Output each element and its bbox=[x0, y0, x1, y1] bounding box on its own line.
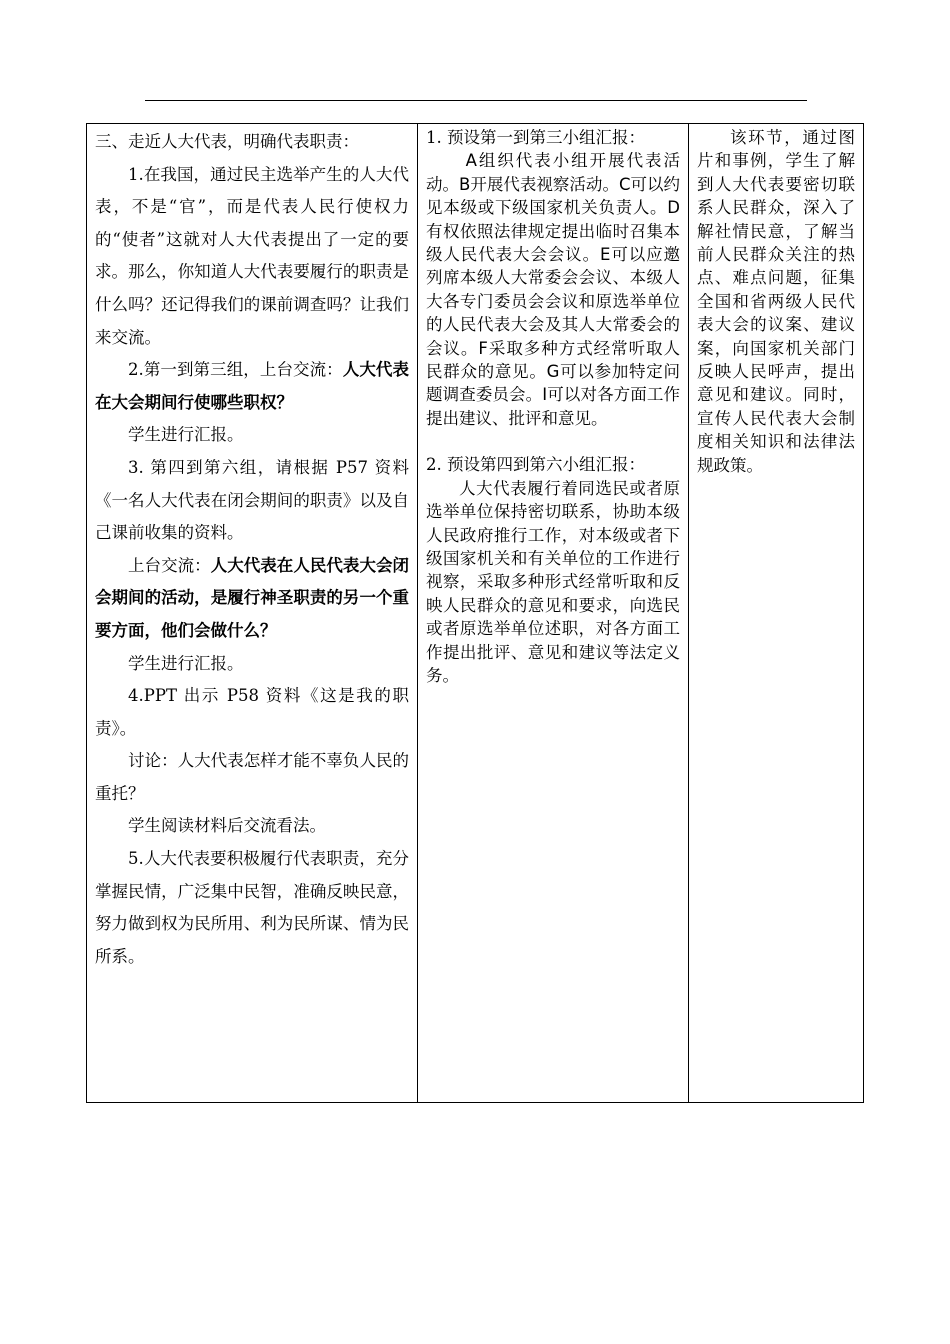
teaching-activity-cell bbox=[87, 124, 418, 1103]
paragraph-2 bbox=[95, 354, 409, 419]
item-letter: D bbox=[667, 198, 680, 218]
item-text: 可以约见本级或下级国家机关负责人。 bbox=[426, 174, 681, 218]
item-text: 开展代表视察活动。 bbox=[470, 174, 619, 194]
paragraph-4: 3. 第四到第六组，请根据 P57 资料《一名人大代表在闭会期间的职责》以及自己课前收集的资料。 bbox=[95, 457, 409, 543]
item-letter: I bbox=[542, 385, 548, 405]
preset-paragraph-2: 人大代表履行着同选民或者原选举单位保持密切联系，协助本级人民政府推行工作，对本级或者下级国家机关和有关单位的工作进行视察，采取多种形式经常听取和反映人民群众的意见和要求，向选民或者原选举单位述职，对各方面工作提出批评、意见和建议等法定义务。 bbox=[426, 478, 680, 685]
design-intent-cell bbox=[689, 124, 864, 1103]
item-letter: C bbox=[618, 174, 631, 194]
paragraph-1: 1.在我国，通过民主选举产生的人大代表，不是“官”，而是代表人民行使权力的“使者”这就对人大代表提出了一定的要求。那么，你知道人大代表要履行的职责是什么吗？还记得我们的课前调查吗？让我们来交流。 bbox=[95, 164, 409, 347]
paragraph-7: 4.PPT 出示 P58 资料《这是我的职责》。 bbox=[95, 686, 409, 738]
paragraph-10: 5.人大代表要积极履行代表职责，充分掌握民情，广泛集中民智，准确反映民意，努力做到权为民所用、利为民所谋、情为民所系。 bbox=[95, 849, 409, 966]
item-text: 可以参加特定问题调查委员会。 bbox=[426, 362, 681, 405]
preset-heading-2: 2. 预设第四到第六小组汇报： bbox=[426, 455, 645, 475]
paragraph-5-question: 人大代表在人民代表大会闭会期间的活动，是履行神圣职责的另一个重要方面，他们会做什么？ bbox=[95, 555, 409, 640]
item-letter: F bbox=[478, 338, 488, 358]
paragraph-3: 学生进行汇报。 bbox=[128, 425, 244, 445]
paragraph-8: 讨论：人大代表怎样才能不辜负人民的重托？ bbox=[95, 751, 409, 803]
header-rule bbox=[145, 100, 807, 101]
item-text: 采取多种方式经常听取人民群众的意见。 bbox=[426, 338, 681, 382]
section-heading: 三、走近人大代表，明确代表职责： bbox=[95, 132, 359, 151]
item-text: 有权依照法律规定提出临时召集本级人民代表大会会议。 bbox=[426, 221, 680, 265]
preset-heading-1: 1. 预设第一到第三小组汇报： bbox=[426, 128, 645, 147]
item-text: 可以应邀列席本级人大常委会会议、本级人大各专门委员会会议和原选举单位的人民代表大会及其人大常委会的会议。 bbox=[426, 245, 681, 358]
lesson-plan-table bbox=[86, 123, 864, 1103]
item-text: 组织代表小组开展代表活动。 bbox=[426, 151, 680, 194]
paragraph-2-text: 2.第一到第三组，上台交流： bbox=[128, 360, 343, 380]
item-text: 可以对各方面工作提出建议、批评和意见。 bbox=[426, 385, 681, 428]
item-letter: E bbox=[599, 245, 611, 265]
item-letter: G bbox=[546, 362, 560, 382]
spacer bbox=[426, 430, 680, 453]
table-row bbox=[87, 124, 864, 1103]
design-intent-text: 该环节，通过图片和事例，学生了解到人大代表要密切联系人民群众，深入了解社情民意，了解当前人民群众关注的热点、难点问题，征集全国和省两级人民代表大会的议案、建议案，向国家机关部门反映人民呼声，提出意见和建议。同时，宣传人民代表大会制度相关知识和法律法规政策。 bbox=[697, 128, 855, 475]
preset-list-1 bbox=[426, 149, 680, 430]
paragraph-2-question: 人大代表在大会期间行使哪些职权？ bbox=[95, 360, 409, 412]
item-letter: B bbox=[459, 174, 471, 194]
paragraph-5 bbox=[95, 550, 409, 648]
student-activity-cell bbox=[418, 124, 689, 1103]
paragraph-5-text: 上台交流： bbox=[128, 555, 211, 575]
paragraph-6: 学生进行汇报。 bbox=[128, 653, 244, 673]
item-letter: A bbox=[465, 151, 477, 171]
paragraph-9: 学生阅读材料后交流看法。 bbox=[128, 816, 326, 836]
